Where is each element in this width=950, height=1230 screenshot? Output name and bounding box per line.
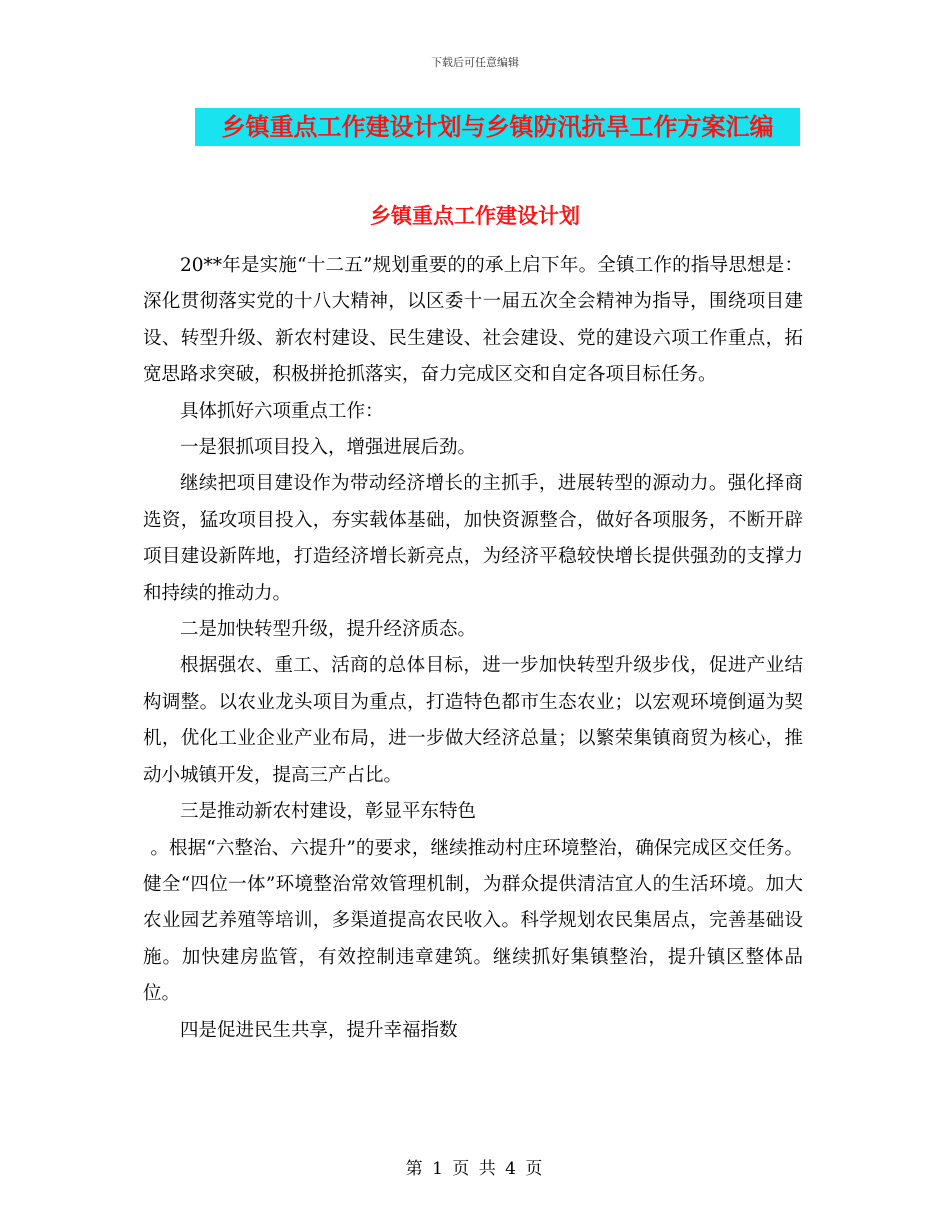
doc-title: 乡镇重点工作建设计划与乡镇防汛抗旱工作方案汇编 (221, 113, 774, 141)
paragraph-heading-2: 二是加快转型升级，提升经济质态。 (180, 619, 477, 641)
paragraph-countryside: 。根据“六整治、六提升”的要求，继续推动村庄环境整治，确保完成区交任务。健全“四位一体”环境整治常效管理机制，为群众提供清洁宜人的生活环境。加大农业园艺养殖等培训，多渠道提高农民收入。科学规划农民集居点，完善基础设施。加快建房监管，有效控制违章建筑。继续抓好集镇整治，提升镇区整体品位。 (143, 837, 803, 1005)
paragraph-heading-1: 一是狠抓项目投入，增强进展后劲。 (180, 437, 477, 459)
paragraph-intro: 20**年是实施“十二五”规划重要的的承上启下年。全镇工作的指导思想是：深化贯彻落实党的十八大精神，以区委十一届五次全会精神为指导，围绕项目建设、转型升级、新农村建设、民生建设、社会建设、党的建设六项工作重点，拓宽思路求突破，积极拼抢抓落实，奋力完成区交和自定各项目标任务。 (143, 255, 803, 386)
paragraph-heading-3: 三是推动新农村建设，彰显平东特色 (180, 801, 477, 823)
paragraph-heading-4: 四是促进民生共享，提升幸福指数 (180, 1019, 458, 1041)
paragraph-six-tasks: 具体抓好六项重点工作： (180, 400, 384, 422)
page-footer: 第 1 页 共 4 页 (405, 1159, 545, 1179)
section-title: 乡镇重点工作建设计划 (370, 204, 580, 228)
paragraph-transform: 根据强农、重工、活商的总体目标，进一步加快转型升级步伐，促进产业结构调整。以农业龙头项目为重点，打造特色都市生态农业；以宏观环境倒逼为契机，优化工业企业产业布局，进一步做大经济总量；以繁荣集镇商贸为核心，推动小城镇开发，提高三产占比。 (143, 655, 803, 786)
doc-title-highlight (195, 108, 800, 146)
document-body (143, 248, 803, 1049)
paragraph-project: 继续把项目建设作为带动经济增长的主抓手，进展转型的源动力。强化择商选资，猛攻项目投入，夯实载体基础，加快资源整合，做好各项服务，不断开辟项目建设新阵地，打造经济增长新亮点，为经济平稳较快增长提供强劲的支撑力和持续的推动力。 (143, 473, 803, 604)
header-note: 下载后可任意编辑 (431, 56, 519, 69)
